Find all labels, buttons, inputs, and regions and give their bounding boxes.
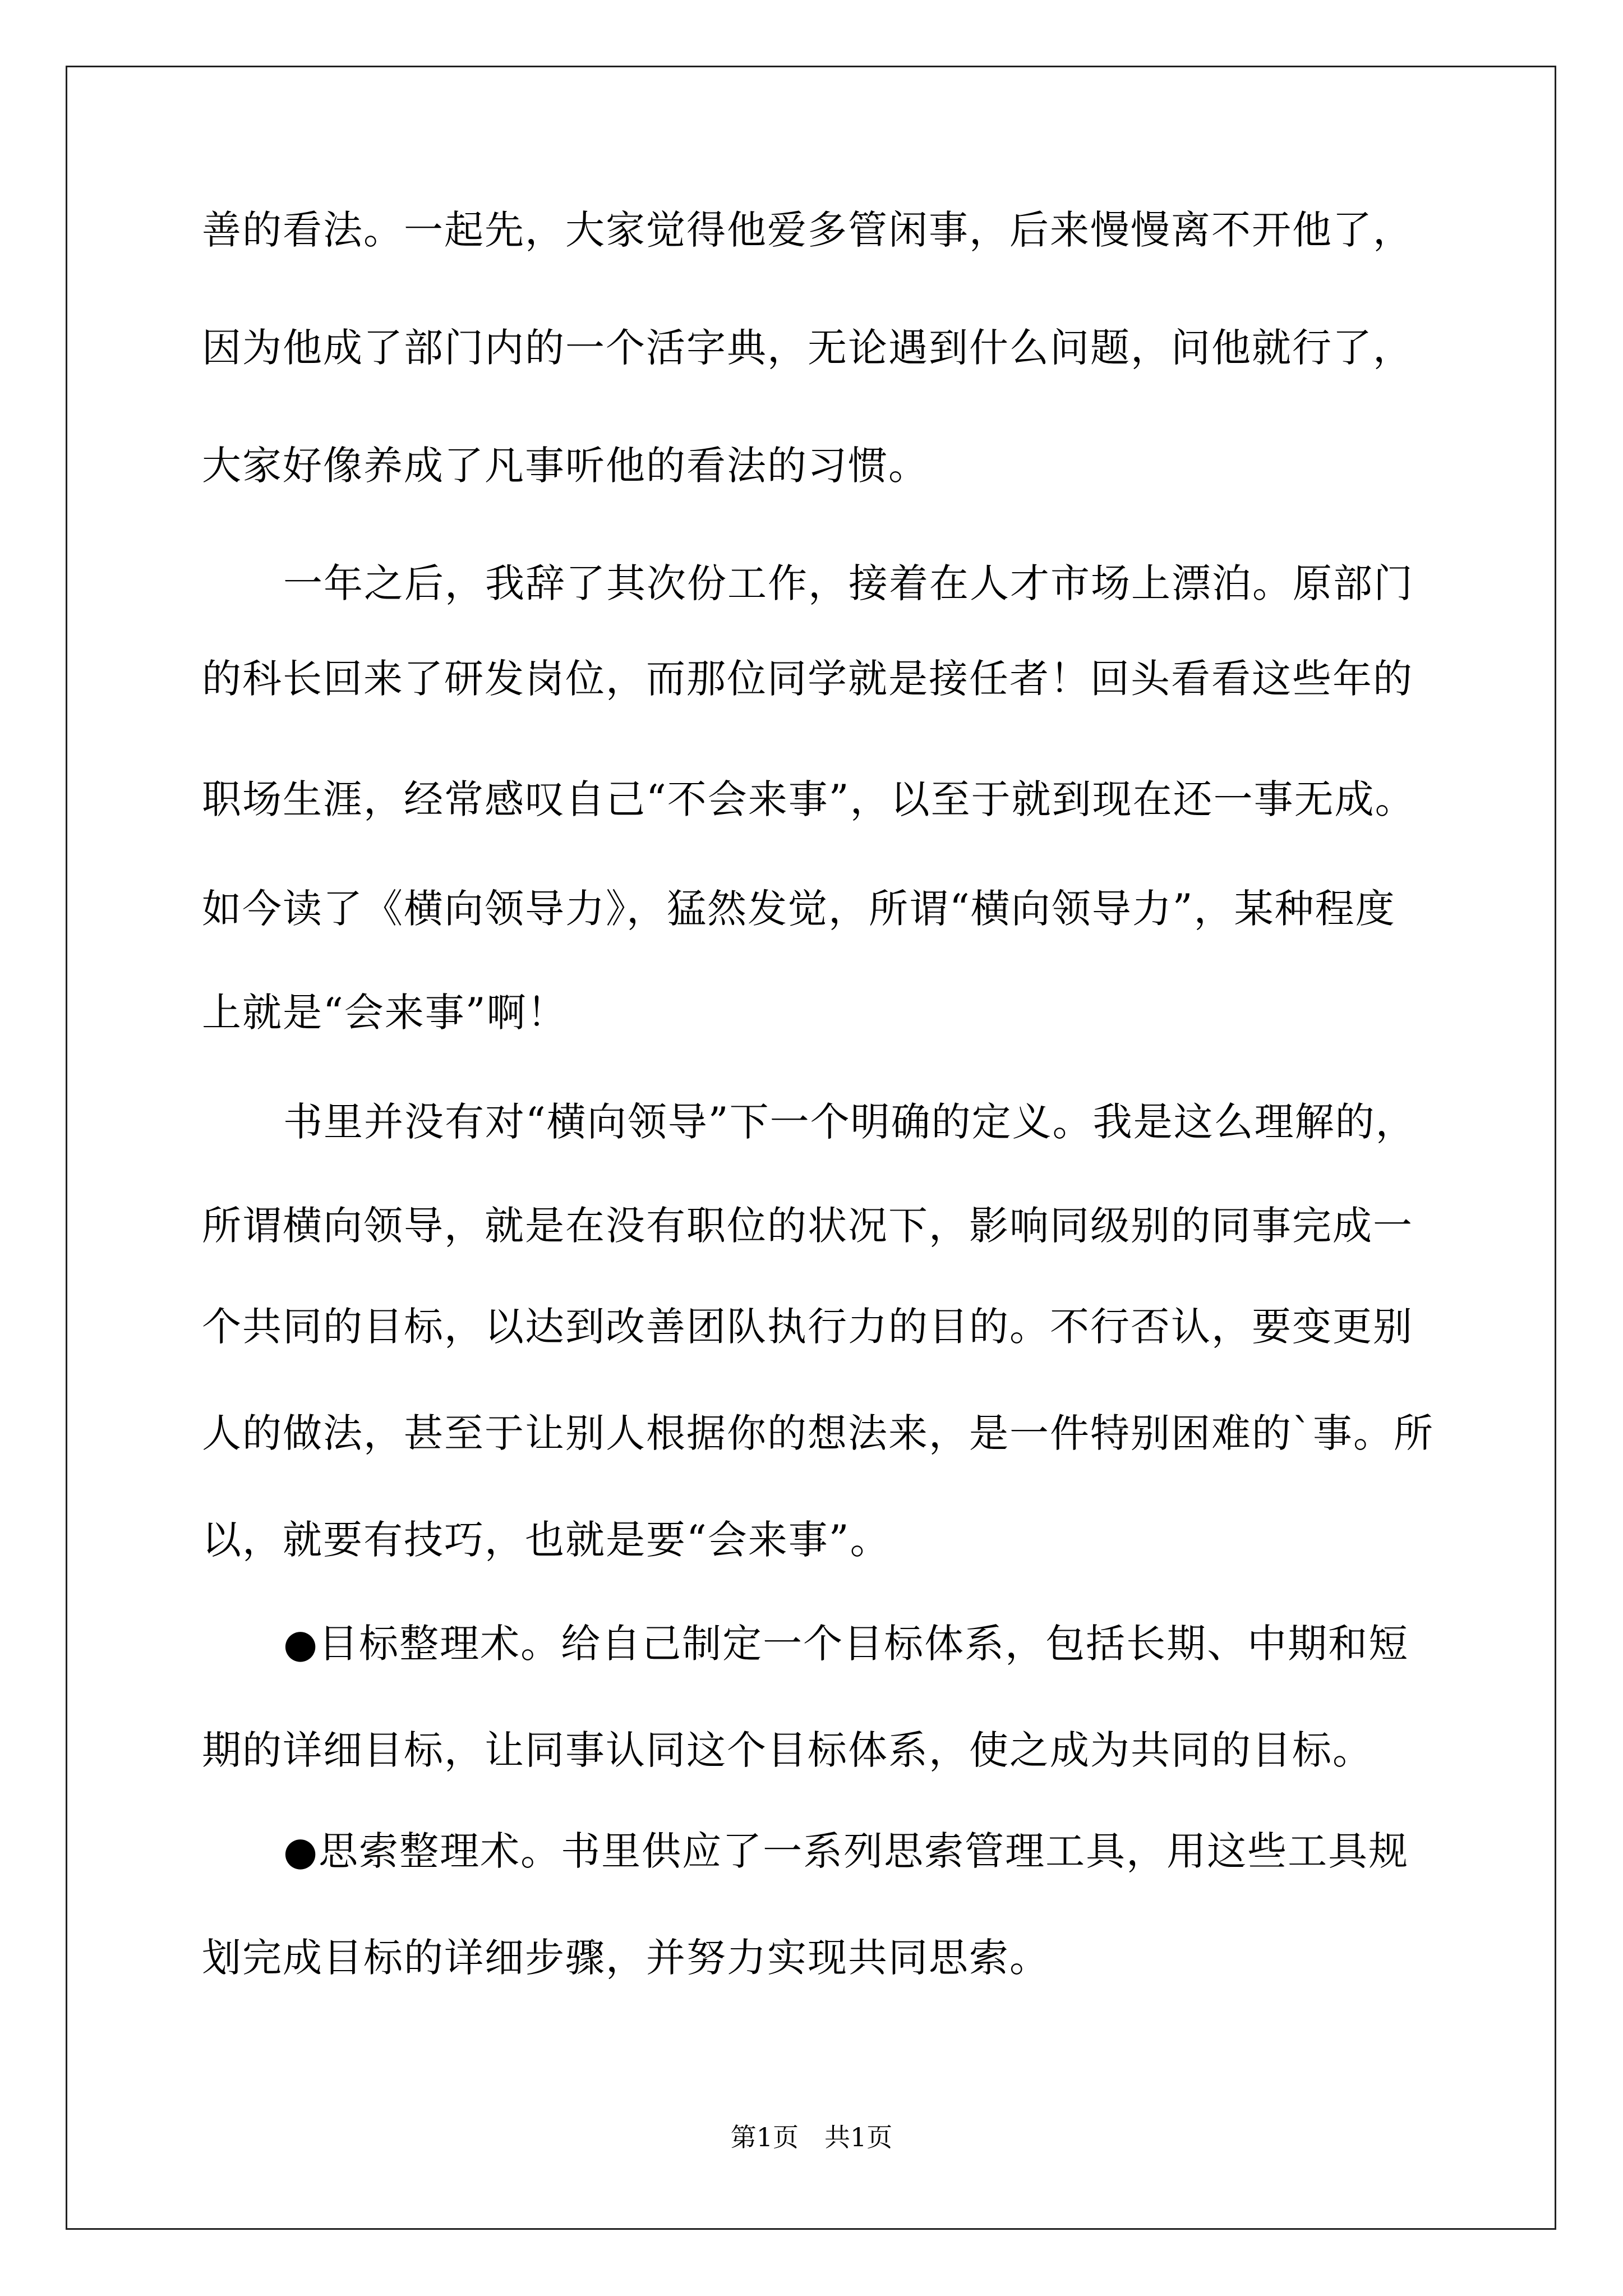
paragraph-first-line: 书里并没有对“横向领导”下一个明确的定义。我是这么理解的， xyxy=(283,1099,1416,1145)
text-line: 的科长回来了研发岗位，而那位同学就是接任者！回头看看这些年的 xyxy=(202,656,1413,702)
text-line: 大家好像养成了凡事听他的看法的习惯。 xyxy=(202,443,929,489)
text-line: 期的详细目标，让同事认同这个目标体系，使之成为共同的目标。 xyxy=(202,1727,1373,1773)
text-line: 划完成目标的详细步骤，并努力实现共同思索。 xyxy=(202,1935,1050,1981)
paragraph-first-line: 一年之后，我辞了其次份工作，接着在人才市场上漂泊。原部门 xyxy=(283,560,1414,606)
text-line: 职场生涯，经常感叹自己“不会来事”，以至于就到现在还一事无成。 xyxy=(202,776,1415,822)
bullet-item-first-line: ●思索整理术。书里供应了一系列思索管理工具，用这些工具规 xyxy=(283,1828,1409,1874)
text-line: 以，就要有技巧，也就是要“会来事”。 xyxy=(202,1517,891,1563)
text-line: 个共同的目标，以达到改善团队执行力的目的。不行否认，要变更别 xyxy=(202,1304,1413,1350)
text-line: 因为他成了部门内的一个活字典，无论遇到什么问题，问他就行了， xyxy=(202,325,1413,371)
text-line: 人的做法，甚至于让别人根据你的想法来，是一件特别困难的`事。所 xyxy=(202,1410,1434,1456)
page-number: 第1页 共1页 xyxy=(730,2122,893,2152)
text-line: 所谓横向领导，就是在没有职位的状况下，影响同级别的同事完成一 xyxy=(202,1203,1413,1249)
text-line: 上就是“会来事”啊！ xyxy=(202,990,568,1036)
page-border xyxy=(66,66,1556,2230)
bullet-item-first-line: ●目标整理术。给自己制定一个目标体系，包括长期、中期和短 xyxy=(283,1621,1409,1667)
text-line: 善的看法。一起先，大家觉得他爱多管闲事，后来慢慢离不开他了， xyxy=(202,207,1413,253)
text-line: 如今读了《横向领导力》，猛然发觉，所谓“横向领导力”，某种程度 xyxy=(202,886,1396,932)
